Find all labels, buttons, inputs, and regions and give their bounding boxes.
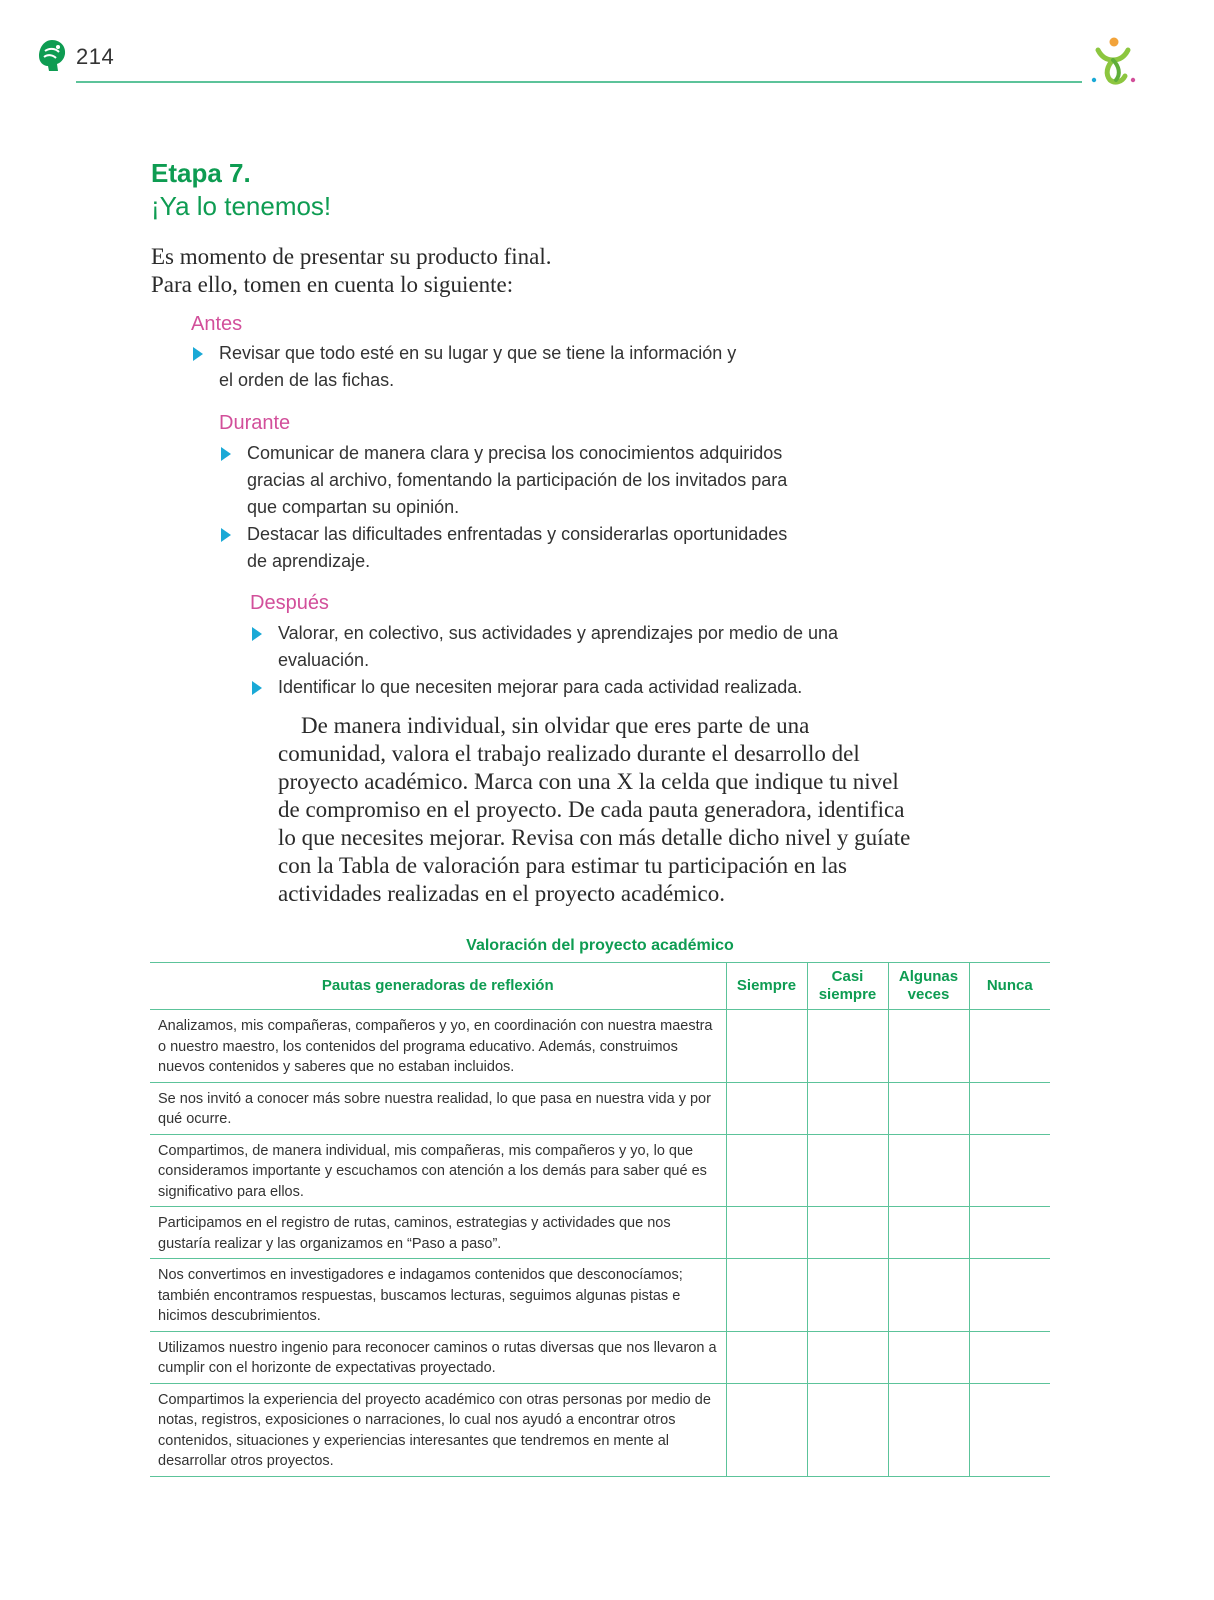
- pauta-cell: Compartimos la experiencia del proyecto académico con otras personas por medio de notas, registros, exposiciones o narraciones, lo cual nos ayudó a encontrar otros contenidos, situaciones y experiencias interesantes que tendremos en mente al desarrollar otros proyectos.: [150, 1383, 726, 1476]
- list-item: Valorar, en colectivo, sus actividades y aprendizajes por medio de una evaluación.: [250, 620, 850, 674]
- mark-cell-nunca[interactable]: [969, 1010, 1050, 1083]
- list-item: Destacar las dificultades enfrentadas y considerarlas oportunidades de aprendizaje.: [219, 521, 799, 575]
- mark-cell-algunas-veces[interactable]: [888, 1207, 969, 1259]
- mark-cell-algunas-veces[interactable]: [888, 1383, 969, 1476]
- mark-cell-nunca[interactable]: [969, 1259, 1050, 1332]
- page-number: 214: [76, 44, 115, 69]
- mark-cell-nunca[interactable]: [969, 1134, 1050, 1207]
- header-nunca: Nunca: [969, 963, 1050, 1010]
- table-row: [150, 1010, 1050, 1083]
- mark-cell-siempre[interactable]: [726, 1383, 807, 1476]
- section-heading-despues: Después: [250, 592, 329, 614]
- table-header-row: [150, 963, 1050, 1010]
- mark-cell-algunas-veces[interactable]: [888, 1082, 969, 1134]
- pauta-cell: Nos convertimos en investigadores e indagamos contenidos que desconocíamos; también encontramos respuestas, buscamos lecturas, seguimos algunas pistas e hicimos descubrimientos.: [150, 1259, 726, 1332]
- mark-cell-casi-siempre[interactable]: [807, 1207, 888, 1259]
- list-item: Revisar que todo esté en su lugar y que se tiene la información y el orden de las fichas.: [191, 340, 751, 394]
- bullet-triangle-icon: [252, 681, 262, 695]
- mark-cell-siempre[interactable]: [726, 1207, 807, 1259]
- table-row: [150, 1383, 1050, 1476]
- table-row: [150, 1134, 1050, 1207]
- mark-cell-siempre[interactable]: [726, 1259, 807, 1332]
- mark-cell-algunas-veces[interactable]: [888, 1010, 969, 1083]
- stage-title: Etapa 7.: [151, 158, 251, 188]
- leaf-head-icon: [36, 38, 68, 74]
- mark-cell-siempre[interactable]: [726, 1134, 807, 1207]
- pauta-cell: Se nos invitó a conocer más sobre nuestra realidad, lo que pasa en nuestra vida y por qué ocurre.: [150, 1082, 726, 1134]
- durante-list: [219, 440, 799, 575]
- header-siempre: Siempre: [726, 963, 807, 1010]
- mark-cell-nunca[interactable]: [969, 1331, 1050, 1383]
- mark-cell-nunca[interactable]: [969, 1207, 1050, 1259]
- mark-cell-casi-siempre[interactable]: [807, 1082, 888, 1134]
- bullet-triangle-icon: [221, 447, 231, 461]
- section-heading-durante: Durante: [219, 412, 291, 434]
- header-algunas-veces: Algunas veces: [888, 963, 969, 1010]
- intro-line: Es momento de presentar su producto final.: [151, 244, 552, 269]
- mark-cell-algunas-veces[interactable]: [888, 1331, 969, 1383]
- mark-cell-nunca[interactable]: [969, 1383, 1050, 1476]
- bullet-triangle-icon: [193, 347, 203, 361]
- header-casi-siempre: Casi siempre: [807, 963, 888, 1010]
- evaluation-table: [150, 962, 1050, 1477]
- mark-cell-casi-siempre[interactable]: [807, 1010, 888, 1083]
- section-heading-antes: Antes: [191, 313, 243, 335]
- bullet-triangle-icon: [252, 627, 262, 641]
- mark-cell-casi-siempre[interactable]: [807, 1331, 888, 1383]
- bullet-triangle-icon: [221, 528, 231, 542]
- individual-instructions: De manera individual, sin olvidar que eres parte de una comunidad, valora el trabajo realizado durante el desarrollo del proyecto académico. Marca con una X la celda que indique tu nivel de compromiso en el proyecto. De cada pauta generadora, identifica lo que necesites mejorar. Revisa con más detalle dicho nivel y guíate con la Tabla de valoración para estimar tu participación en las actividades realizadas en el proyecto académico.: [278, 713, 911, 906]
- mark-cell-siempre[interactable]: [726, 1331, 807, 1383]
- table-row: [150, 1259, 1050, 1332]
- header-divider: [76, 81, 1082, 83]
- despues-list: [250, 620, 850, 701]
- list-item: Identificar lo que necesiten mejorar para cada actividad realizada.: [250, 674, 850, 701]
- mark-cell-siempre[interactable]: [726, 1010, 807, 1083]
- table-caption: Valoración del proyecto académico: [466, 937, 734, 954]
- pauta-cell: Compartimos, de manera individual, mis compañeras, mis compañeros y yo, lo que consideramos importante y escuchamos con atención a los demás para saber qué es significativo para ellos.: [150, 1134, 726, 1207]
- table-row: [150, 1082, 1050, 1134]
- mark-cell-casi-siempre[interactable]: [807, 1259, 888, 1332]
- mark-cell-nunca[interactable]: [969, 1082, 1050, 1134]
- stage-subtitle: ¡Ya lo tenemos!: [151, 191, 332, 221]
- nem-flower-logo-icon: [1088, 36, 1138, 86]
- table-row: [150, 1331, 1050, 1383]
- list-item: Comunicar de manera clara y precisa los conocimientos adquiridos gracias al archivo, fomentando la participación de los invitados para que compartan su opinión.: [219, 440, 799, 521]
- mark-cell-casi-siempre[interactable]: [807, 1134, 888, 1207]
- mark-cell-algunas-veces[interactable]: [888, 1259, 969, 1332]
- header-pautas: Pautas generadoras de reflexión: [150, 963, 726, 1010]
- antes-list: [191, 340, 751, 394]
- intro-paragraph: [151, 243, 551, 299]
- mark-cell-siempre[interactable]: [726, 1082, 807, 1134]
- intro-line: Para ello, tomen en cuenta lo siguiente:: [151, 272, 514, 297]
- pauta-cell: Analizamos, mis compañeras, compañeros y yo, en coordinación con nuestra maestra o nuestro maestro, los contenidos del programa educativo. Además, construimos nuevos contenidos y saberes que no estaban incluidos.: [150, 1010, 726, 1083]
- pauta-cell: Utilizamos nuestro ingenio para reconocer caminos o rutas diversas que nos llevaron a cumplir con el horizonte de expectativas proyectado.: [150, 1331, 726, 1383]
- table-row: [150, 1207, 1050, 1259]
- mark-cell-casi-siempre[interactable]: [807, 1383, 888, 1476]
- mark-cell-algunas-veces[interactable]: [888, 1134, 969, 1207]
- pauta-cell: Participamos en el registro de rutas, caminos, estrategias y actividades que nos gustaría realizar y las organizamos en “Paso a paso”.: [150, 1207, 726, 1259]
